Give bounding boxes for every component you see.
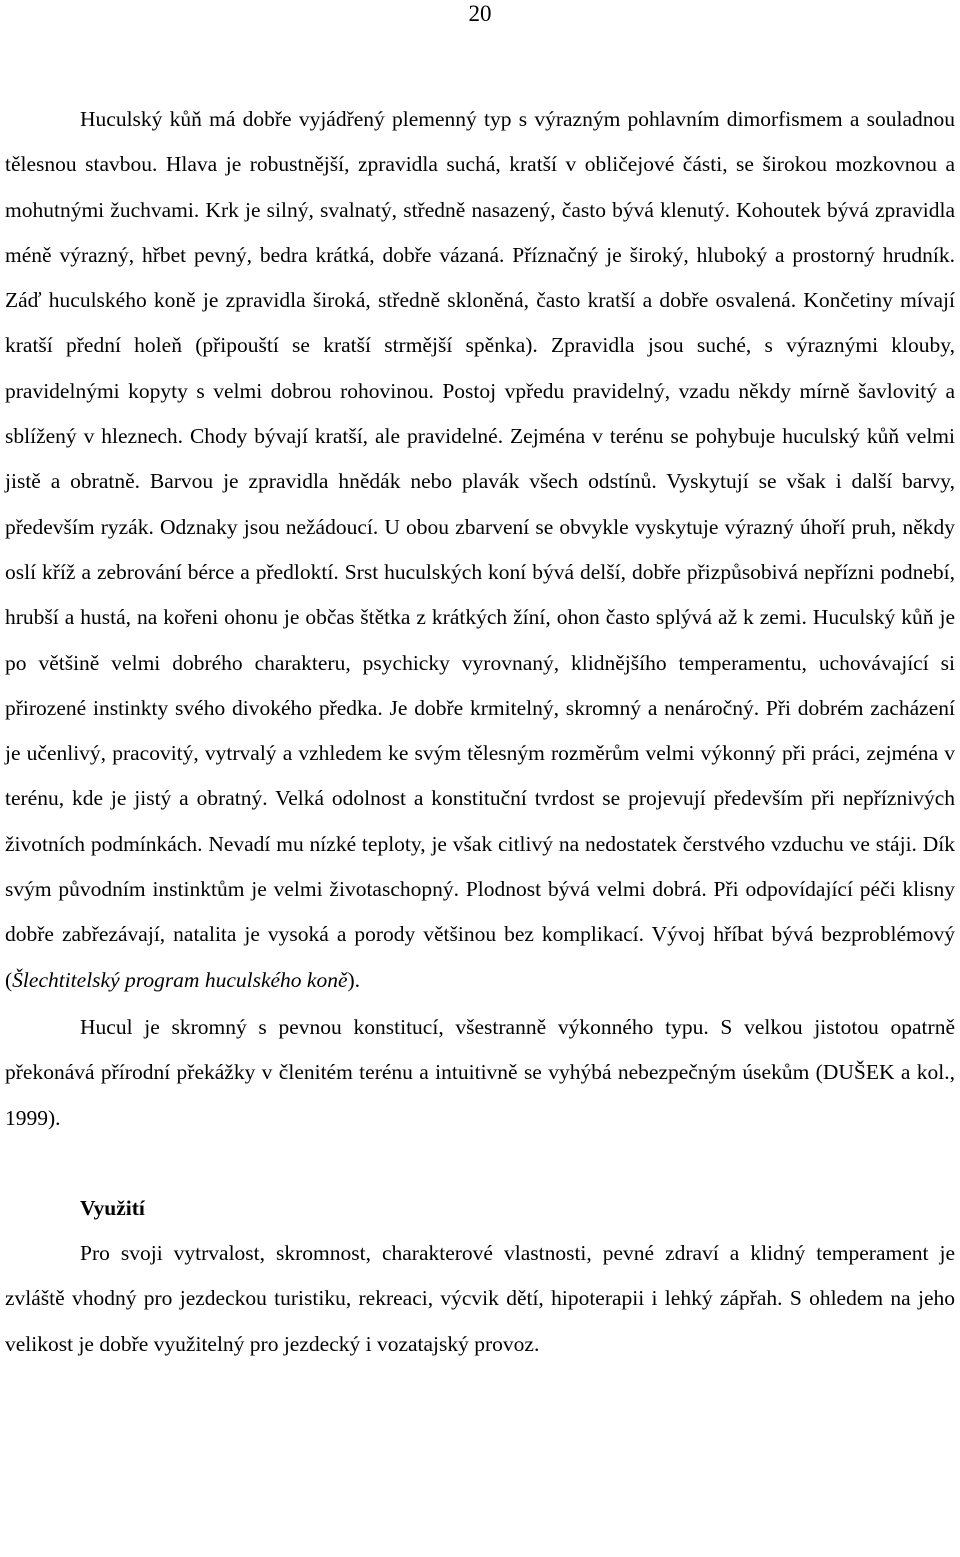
section-heading: Využití — [80, 1195, 145, 1220]
document-body — [5, 97, 955, 1367]
paragraph-character: Hucul je skromný s pevnou konstitucí, všestranně výkonného typu. S velkou jistotou opatrně překonává přírodní překážky v členitém terénu a intuitivně se vyhýbá nebezpečným úsekům (DUŠEK a kol., 1999). — [5, 1014, 955, 1130]
page-number: 20 — [468, 1, 492, 26]
citation-title: Šlechtitelský program huculského koně — [12, 967, 348, 992]
paragraph-usage: Pro svoji vytrvalost, skromnost, charakterové vlastnosti, pevné zdraví a klidný temperament je zvláště vhodný pro jezdeckou turistiku, rekreaci, výcvik dětí, hipoterapii i lehký zápřah. S ohledem na jeho velikost je dobře využitelný pro jezdecký i vozatajský provoz. — [5, 1241, 955, 1356]
paragraph-description-text: Huculský kůň má dobře vyjádřený plemenný typ s výrazným pohlavním dimorfismem a souladnou tělesnou stavbou. Hlava je robustnější, zpravidla suchá, kratší v obličejové části, se širokou mozkovnou a mohutnými žuchvami. Krk je silný, svalnatý, středně nasazený, často bývá klenutý. Kohoutek bývá zpravidla méně výrazný, hřbet pevný, bedra krátká, dobře vázaná. Příznačný je široký, hluboký a prostorný hrudník. Záď huculského koně je zpravidla široká, středně skloněná, často kratší a dobře osvalená. Končetiny mívají kratší přední holeň (připouští se kratší strmější spěnka). Zpravidla jsou suché, s výraznými klouby, pravidelnými kopyty s velmi dobrou rohovinou. Postoj vpředu pravidelný, vzadu někdy mírně šavlovitý a sblížený v hleznech. Chody bývají kratší, ale pravidelné. Zejména v terénu se pohybuje huculský kůň velmi jistě a obratně. Barvou je zpravidla hnědák nebo plavák všech odstínů. Vyskytují se však i další barvy, především ryzák. Odznaky jsou nežádoucí. U obou zbarvení se obvykle vyskytuje výrazný úhoří pruh, někdy oslí kříž a zebrování bérce a předloktí. Srst huculských koní bývá delší, dobře přizpůsobivá nepřízni podnebí, hrubší a hustá, na kořeni ohonu je občas štětka z krátkých žíní, ohon často splývá až k zemi. Huculský kůň je po většině velmi dobrého charakteru, psychicky vyrovnaný, klidnějšího temperamentu, uchovávající si přirozené instinkty svého divokého předka. Je dobře krmitelný, skromný a nenáročný. Při dobrém zacházení je učenlivý, pracovitý, vytrvalý a vzhledem ke svým tělesným rozměrům velmi výkonný při práci, zejména v terénu, kde je jistý a obratný. Velká odolnost a konstituční tvrdost se projevují především při nepříznivých životních podmínkách. Nevadí mu nízké teploty, je však citlivý na nedostatek čerstvého vzduchu ve stáji. Dík svým původním instinktům je velmi životaschopný. Plodnost bývá velmi dobrá. Při odpovídající péči klisny dobře zabřezávají, natalita je vysoká a porody většinou bez komplikací. Vývoj hříbat bývá bezproblémový ( — [5, 107, 955, 992]
paragraph-description-closing: ). — [347, 967, 361, 992]
paragraph-description — [5, 97, 955, 1003]
